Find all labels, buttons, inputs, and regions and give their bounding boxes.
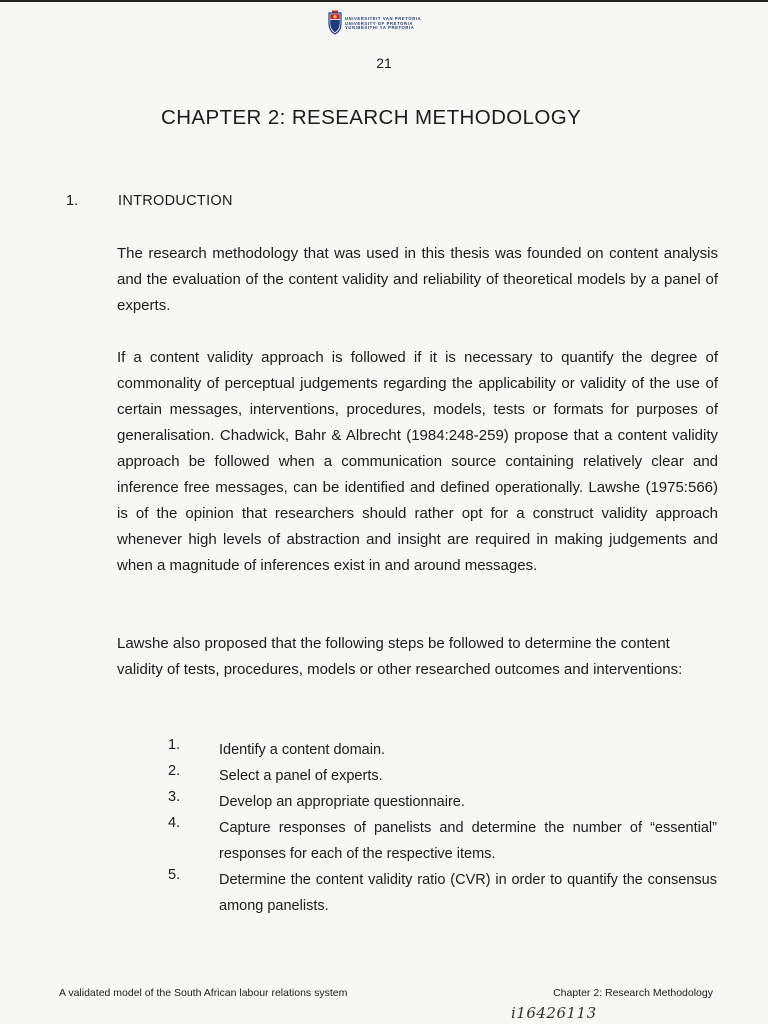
university-name-lines: [345, 17, 421, 31]
step-text: Select a panel of experts.: [219, 768, 383, 784]
scan-edge-line: [0, 0, 768, 2]
paragraph-content-validity: If a content validity approach is followed if it is necessary to quantify the degree of commonality of perceptual judgements regarding the applicability or validity of the use of certain messages, interventions, procedures, models, tests or formats for purposes of generalisation. Chadwick, Bahr & Albrecht (1984:248-259) propose that a content validity approach be followed when a communication source containing relatively clear and inference free messages, can be identified and defined operationally. Lawshe (1975:566) is of the opinion that researchers should rather opt for a construct validity approach whenever high levels of abstraction and insight are required in making judgements and when a magnitude of inferences exist in and around messages.: [117, 349, 718, 574]
step-text: Identify a content domain.: [219, 742, 386, 758]
step-number: 3.: [168, 789, 181, 805]
paragraph-intro: The research methodology that was used in this thesis was founded on content analysis and the evaluation of the content validity and reliability of theoretical models by a panel of experts.: [117, 245, 718, 314]
section-number: 1.: [66, 193, 79, 209]
step-number: 4.: [168, 815, 181, 831]
chapter-title: CHAPTER 2: RESEARCH METHODOLOGY: [161, 106, 582, 129]
university-crest-icon: [327, 10, 343, 36]
university-name-english: UNIVERSITY OF PRETORIA: [345, 20, 413, 26]
footer-chapter-title: Chapter 2: Research Methodology: [553, 987, 713, 999]
step-text: Capture responses of panelists and determine the number of “essential” responses for each of the respective items.: [219, 820, 717, 862]
step-text: Determine the content validity ratio (CVR) in order to quantify the consensus among panelists.: [219, 872, 717, 914]
footer-thesis-title: A validated model of the South African labour relations system: [59, 987, 348, 999]
step-number: 5.: [168, 867, 181, 883]
paragraph-lawshe-steps: Lawshe also proposed that the following steps be followed to determine the content validity of tests, procedures, models or other researched outcomes and interventions:: [117, 635, 683, 678]
step-number: 2.: [168, 763, 181, 779]
university-logo: [327, 10, 447, 36]
section-title: INTRODUCTION: [118, 193, 233, 209]
university-name-afrikaans: UNIVERSITEIT VAN PRETORIA: [345, 16, 422, 21]
university-name-sepedi: YUNIBESITHI YA PRETORIA: [345, 25, 415, 31]
page-number: 21: [376, 55, 392, 71]
handwritten-student-number: i16426113: [511, 1004, 597, 1022]
step-number: 1.: [168, 737, 181, 753]
step-text: Develop an appropriate questionnaire.: [219, 794, 465, 810]
